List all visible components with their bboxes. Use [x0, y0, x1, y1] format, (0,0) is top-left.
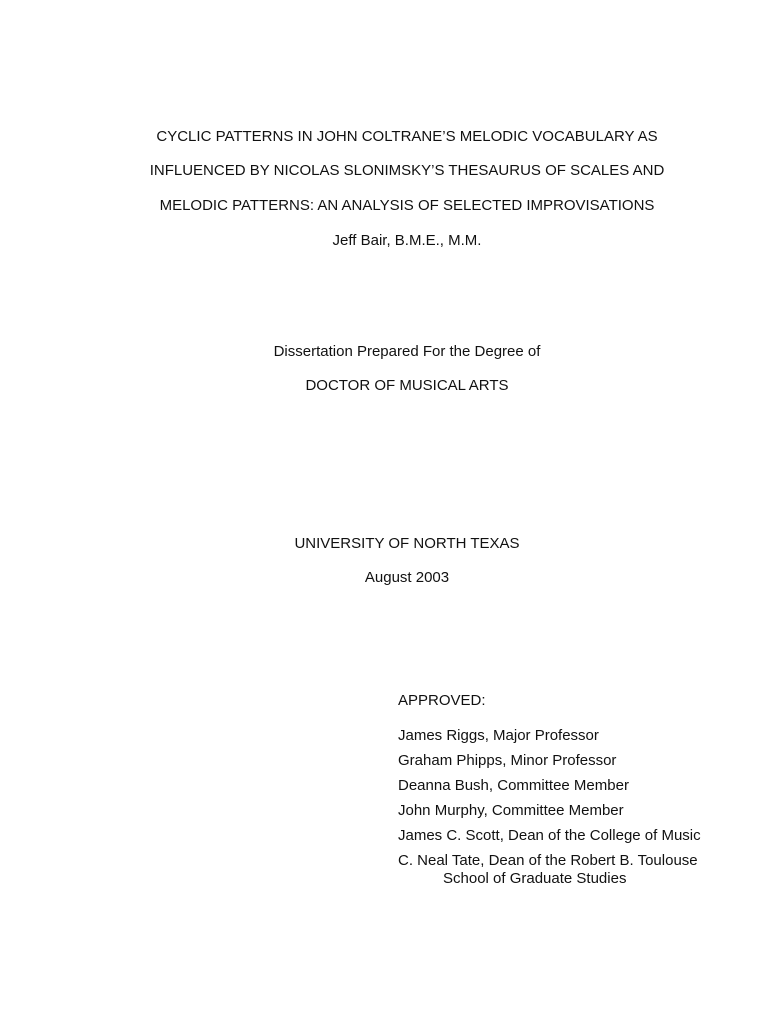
author-name: Jeff Bair, B.M.E., M.M. — [332, 232, 482, 249]
committee-member: John Murphy, Committee Member — [398, 802, 624, 819]
submission-date: August 2003 — [364, 569, 450, 586]
institution-name: UNIVERSITY OF NORTH TEXAS — [294, 535, 520, 552]
title-line-3: MELODIC PATTERNS: AN ANALYSIS OF SELECTED IMPROVISATIONS — [159, 197, 655, 214]
committee-member: James C. Scott, Dean of the College of Music — [398, 827, 701, 844]
approval-heading: APPROVED: — [398, 692, 486, 709]
committee-member: Graham Phipps, Minor Professor — [398, 752, 617, 769]
title-line-1: CYCLIC PATTERNS IN JOHN COLTRANE’S MELODIC VOCABULARY AS — [156, 128, 658, 145]
degree-name: DOCTOR OF MUSICAL ARTS — [305, 377, 509, 394]
title-line-2: INFLUENCED BY NICOLAS SLONIMSKY’S THESAURUS OF SCALES AND — [149, 162, 665, 179]
committee-member-continuation: School of Graduate Studies — [443, 870, 627, 887]
committee-member: James Riggs, Major Professor — [398, 727, 599, 744]
committee-member: Deanna Bush, Committee Member — [398, 777, 629, 794]
degree-intro: Dissertation Prepared For the Degree of — [273, 343, 541, 360]
approval-block — [398, 692, 758, 887]
committee-member: C. Neal Tate, Dean of the Robert B. Toulouse — [398, 852, 698, 869]
